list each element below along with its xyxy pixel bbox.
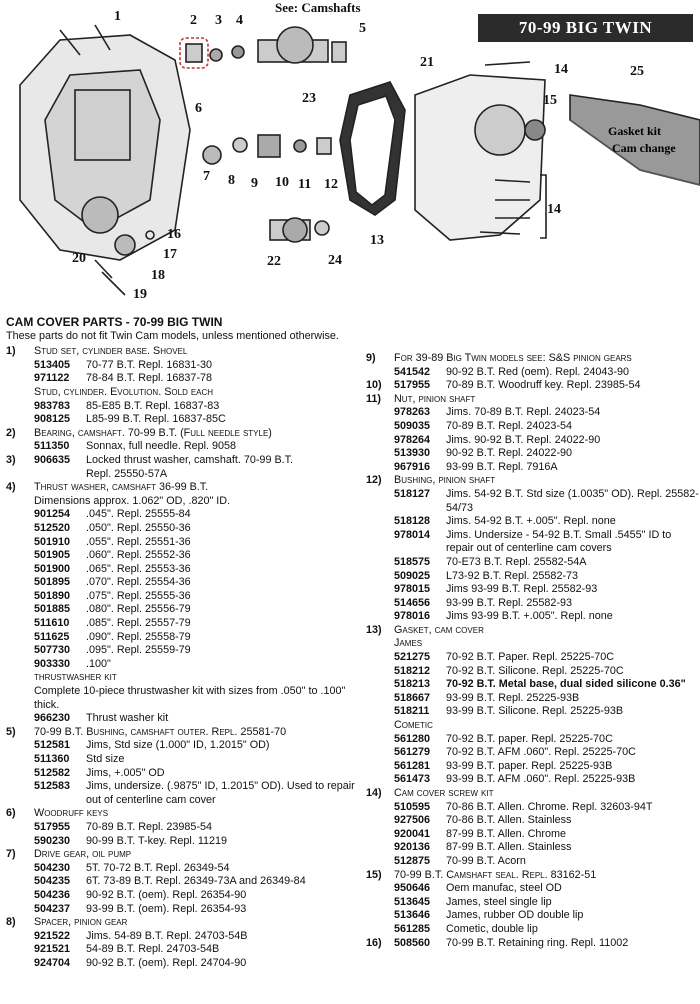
part-number: 927506 [394,814,431,827]
section-heading [6,427,356,441]
section-number: 6) [6,807,16,820]
part-number: 518575 [394,555,431,568]
section-number: 15) [366,868,382,881]
callout-number: 21 [420,55,434,70]
part-description: 70-77 B.T. Repl. 16831-30 [86,358,213,371]
left-column [6,312,356,971]
part-number [34,468,86,482]
part-description: 70-E73 B.T. Repl. 25582-54A [446,555,587,568]
part-description: 70-86 B.T. Allen. Chrome. Repl. 32603-94T [446,800,653,813]
part-description: 70-89 B.T. Woodruff key. Repl. 23985-54 [446,379,641,392]
part-description: 70-92 B.T. Paper. Repl. 25225-70C [446,651,615,664]
part-description: 93-99 B.T. Repl. 25582-93 [446,596,573,609]
part-description: Cometic, double lip [446,922,538,935]
callout-number: 23 [302,91,316,106]
part-description: Jims. 54-89 B.T. Repl. 24703-54B [86,929,248,942]
section-heading [6,726,356,740]
part-number: 978263 [394,406,431,419]
part-number: 561473 [394,773,431,786]
section-number: 4) [6,481,16,494]
part-number: 514656 [394,596,431,609]
subheading: thrustwasher kit [34,671,117,684]
section-number: 13) [366,623,382,636]
part-row [6,536,356,550]
part-row [6,468,356,482]
part-number: 512520 [34,521,71,534]
part-row [6,400,356,414]
part-number: 903330 [34,657,71,670]
part-row [366,841,700,855]
part-row [366,678,700,692]
section-number: 12) [366,474,382,487]
section-title: For 39-89 Big Twin models see: S&S pinion gears [394,352,632,364]
part-description: 85-E85 B.T. Repl. 16837-83 [86,399,220,412]
part-description: Std size [86,753,125,765]
callout-number: 15 [543,93,557,108]
section-heading [366,474,700,488]
part-number: 561281 [394,759,431,772]
part-number: 501885 [34,603,71,616]
section-heading [366,393,700,407]
part-row [6,930,356,944]
part-number: 967916 [394,460,431,473]
part-row [366,923,700,937]
cam-change-label: Cam change [612,141,676,155]
subheading: James [394,637,423,650]
part-number: 518213 [394,678,431,691]
part-row [6,549,356,563]
section-title: Thrust washer, camshaft 36-99 B.T. [34,481,209,494]
part-description: 87-99 B.T. Allen. Stainless [446,841,572,854]
section-heading [366,869,700,883]
part-number: 920136 [394,841,431,854]
part-description: .070". Repl. 25554-36 [86,576,191,589]
section-heading [366,787,700,801]
part-row [366,434,700,448]
part-description: Jims 93-99 B.T. Repl. 25582-93 [446,583,598,596]
part-description: L85-99 B.T. Repl. 16837-85C [86,413,226,426]
part-number: 509035 [394,419,431,432]
part-row [6,372,356,386]
part-description: .060". Repl. 25552-36 [86,549,191,562]
section-title: Woodruff keys [34,807,109,820]
callout-number: 25 [630,64,644,79]
part-number: 501905 [34,549,71,562]
part-number: 504237 [34,902,71,915]
section-title: Gasket, cam cover [394,623,484,636]
part-row [366,773,700,787]
part-row [366,705,700,719]
part-number: 901254 [34,508,71,521]
part-row [6,440,356,454]
part-number: 971122 [34,372,70,385]
part-description: .055". Repl. 25551-36 [86,535,191,548]
section-title: 70-99 B.T. Bushing, camshaft outer. Repl. 25581-70 [34,725,287,738]
part-row [366,515,700,529]
part-row [366,406,700,420]
page-title: CAM COVER PARTS - 70-99 BIG TWIN [6,315,223,329]
part-description: 78-84 B.T. Repl. 16837-78 [86,372,213,385]
part-number: 978015 [394,583,431,596]
part-row [6,617,356,631]
part-row [366,665,700,679]
part-description: 93-99 B.T. Silicone. Repl. 25225-93B [446,705,624,718]
part-description: Jims. Undersize - 54-92 B.T. Small .5455" ID to repair out of centerline cam covers [446,528,672,555]
section-title: Spacer, pinion gear [34,916,128,929]
part-description: .080". Repl. 25556-79 [86,603,191,616]
part-number: 978016 [394,610,431,623]
section-title: Drive gear, oil pump [34,848,132,861]
part-number: 978264 [394,433,431,446]
part-number: 518128 [394,515,431,528]
part-description: 90-92 B.T. (oem). Repl. 24704-90 [86,956,247,969]
section-title: Stud set, cylinder base. Shovel [34,345,188,358]
see-camshafts-label: See: Camshafts [275,0,361,15]
part-number: 517955 [34,820,71,833]
part-description: 70-92 B.T. Silicone. Repl. 25225-70C [446,664,624,677]
part-row [366,828,700,842]
callout-number: 11 [298,177,312,192]
model-banner: 70-99 BIG TWIN [478,14,693,42]
section-heading [6,807,356,821]
part-description: 70-89 B.T. Repl. 23985-54 [86,820,213,833]
part-description: L73-92 B.T. Repl. 25582-73 [446,569,579,582]
part-description: .085". Repl. 25557-79 [86,617,191,630]
part-row [366,692,700,706]
part-description: 5T. 70-72 B.T. Repl. 26349-54 [86,861,230,874]
intro-text: These parts do not fit Twin Cam models, unless mentioned otherwise. [6,329,339,342]
section-number: 7) [6,848,16,861]
part-row [366,882,700,896]
part-number: 521275 [394,651,431,664]
part-number: 507730 [34,644,71,657]
section-number: 11) [366,392,382,405]
part-row [366,583,700,597]
part-row [6,780,356,807]
part-description: .065". Repl. 25553-36 [86,562,191,575]
part-number: 518212 [394,664,431,677]
subheading: Cometic [394,719,433,732]
part-description: 93-99 B.T. Repl. 7916A [446,460,558,473]
part-row [6,753,356,767]
section-heading [6,345,356,359]
part-description: 90-92 B.T. Red (oem). Repl. 24043-90 [446,365,630,378]
part-row [6,712,356,726]
callout-number: 14 [547,202,561,217]
part-row [366,733,700,747]
part-number: 518127 [394,487,431,500]
part-row [6,835,356,849]
part-description: Jims. 70-89 B.T. Repl. 24023-54 [446,406,601,419]
part-description: Jims, Std size (1.000" ID, 1.2015" OD) [86,739,270,752]
part-row [6,658,356,672]
part-description: .045". Repl. 25555-84 [86,508,191,521]
section-number: 1) [6,345,16,358]
part-number: 513930 [394,447,431,460]
callout-number: 20 [72,251,86,266]
part-row [366,801,700,815]
part-description: Jims, +.005" OD [86,766,165,779]
part-row [366,610,700,624]
callout-number: 19 [133,287,147,302]
callout-number: 5 [359,21,366,36]
part-number: 504235 [34,875,71,888]
section-number: 3) [6,453,16,466]
section-number: 2) [6,426,16,439]
part-row [6,590,356,604]
section-title: Bearing, camshaft. 70-99 B.T. (Full needle style) [34,426,272,439]
callout-number: 13 [370,233,384,248]
part-number: 512583 [34,780,71,793]
part-number: 978014 [394,528,431,541]
part-row [6,903,356,917]
part-number: 509025 [394,569,431,582]
part-number: 518211 [394,705,430,718]
part-number: 518667 [394,691,431,704]
part-number: 921522 [34,929,71,942]
part-number: 590230 [34,834,71,847]
part-description: .090". Repl. 25558-79 [86,630,191,643]
part-number: 950646 [394,882,431,895]
part-row [6,603,356,617]
part-description: 70-92 B.T. paper. Repl. 25225-70C [446,732,613,745]
part-description: Sonnax, full needle. Repl. 9058 [86,440,237,453]
part-description: 90-92 B.T. (oem). Repl. 26354-90 [86,888,247,901]
part-number: 921521 [34,943,71,956]
right-column [366,352,700,950]
part-row [6,563,356,577]
part-row [6,889,356,903]
callout-number: 24 [328,253,342,268]
part-description: .095". Repl. 25559-79 [86,644,191,657]
part-description: 90-92 B.T. Repl. 24022-90 [446,447,573,460]
part-row [366,461,700,475]
part-description: James, rubber OD double lip [446,909,584,922]
callout-number: 3 [215,13,222,28]
part-row [366,488,700,515]
part-number: 504230 [34,861,71,874]
part-number: 513405 [34,358,71,371]
part-number: 510595 [394,800,431,813]
section-heading [366,937,700,951]
part-number: 511360 [34,753,70,765]
part-number: 501895 [34,576,71,589]
part-description: 93-99 B.T. paper. Repl. 25225-93B [446,759,613,772]
part-number: 501900 [34,562,71,575]
part-row [366,814,700,828]
part-number: 920041 [394,827,431,840]
part-row [6,522,356,536]
note-text: Dimensions approx. 1.062" OD, .820" ID. [34,494,231,507]
section-heading [366,379,700,393]
part-description: 90-99 B.T. T-key. Repl. 11219 [86,834,228,847]
part-row [6,644,356,658]
part-description: Jims 93-99 B.T. +.005". Repl. none [446,610,613,623]
part-description: 70-92 B.T. AFM .060". Repl. 25225-70C [446,746,636,759]
callout-number: 10 [275,175,289,190]
part-number: 501910 [34,535,71,548]
callout-number: 9 [251,176,258,191]
part-description: .100" [86,657,111,670]
part-number: 561280 [394,732,431,745]
part-row [6,943,356,957]
callout-number: 6 [195,101,202,116]
part-number: 511610 [34,617,70,630]
part-row [366,746,700,760]
section-heading [6,848,356,862]
part-row [366,529,700,556]
section-number: 9) [366,352,376,364]
part-row [366,420,700,434]
part-description: 87-99 B.T. Allen. Chrome [446,827,567,840]
part-description: James, steel single lip [446,895,552,908]
section-number: 8) [6,916,16,929]
part-description: Oem manufac, steel OD [446,882,562,895]
part-row [6,957,356,971]
part-description: Repl. 25550-57A [86,467,168,480]
part-number: 906635 [34,453,71,466]
part-number: 924704 [34,956,71,969]
section-number: 16) [366,936,382,949]
section-heading [6,454,356,468]
part-row [366,651,700,665]
part-description: Jims. 54-92 B.T. +.005". Repl. none [446,515,616,528]
part-number: 983783 [34,399,71,412]
part-row [366,447,700,461]
parts-drawing [0,0,700,312]
part-number: 511350 [34,440,70,453]
part-number: 908125 [34,413,71,426]
part-row [366,760,700,774]
part-description: 93-99 B.T. Repl. 25225-93B [446,691,580,704]
part-row [6,739,356,753]
part-row [6,631,356,645]
part-description: Jims, undersize. (.9875" ID, 1.2015" OD). Used to repair out of centerline cam cover [86,780,355,806]
part-description: 70-99 B.T. Acorn [446,854,526,867]
part-description: 6T. 73-89 B.T. Repl. 26349-73A and 26349-84 [86,875,306,888]
callout-number: 18 [151,268,165,283]
part-row [6,413,356,427]
callout-number: 12 [324,177,338,192]
part-number: 517955 [394,379,431,392]
part-description: 54-89 B.T. Repl. 24703-54B [86,943,220,956]
gasket-kit-label: Gasket kit [608,124,662,138]
callout-number: 7 [203,169,210,184]
part-description: 70-99 B.T. Retaining ring. Repl. 11002 [446,936,629,949]
part-number: 561279 [394,746,431,759]
section-heading [366,624,700,638]
callout-number: 8 [228,173,235,188]
section-number: 5) [6,725,16,738]
callout-number: 2 [190,13,197,28]
section-title: Nut, pinion shaft [394,392,476,405]
part-row [6,359,356,373]
note-text: Complete 10-piece thrustwasher kit with sizes from .050" to .100" thick. [34,685,346,711]
part-number: 513646 [394,909,431,922]
part-row [366,896,700,910]
part-description: .075". Repl. 25555-36 [86,589,191,602]
part-row [366,556,700,570]
part-row [366,366,700,380]
part-row [366,597,700,611]
part-description: Jims. 90-92 B.T. Repl. 24022-90 [446,433,601,446]
part-number: 511625 [34,630,70,643]
part-number: 512875 [394,854,431,867]
part-row [6,862,356,876]
part-description: 70-86 B.T. Allen. Stainless [446,814,572,827]
part-number: 513645 [394,895,431,908]
part-number: 966230 [34,712,71,725]
callout-number: 22 [267,254,281,269]
part-row [366,855,700,869]
part-number: 501890 [34,589,71,602]
part-description: 93-99 B.T. AFM .060". Repl. 25225-93B [446,773,636,786]
section-heading [6,916,356,930]
section-title: Bushing, pinion shaft [394,474,496,487]
part-row [6,576,356,590]
parts-list [0,312,700,1004]
part-number: 561285 [394,922,431,935]
part-description: .050". Repl. 25550-36 [86,521,191,534]
part-description: Thrust washer kit [86,712,169,725]
callout-number: 4 [236,13,243,28]
part-description: Jims. 54-92 B.T. Std size (1.0035" OD). Repl. 25582-54/73 [446,487,699,514]
section-number: 14) [366,787,382,799]
section-title: Cam cover screw kit [394,787,494,799]
section-number: 10) [366,379,382,392]
subheading: Stud, cylinder. Evolution. Sold each [34,385,214,398]
callout-number: 16 [167,227,181,242]
part-row [366,909,700,923]
part-row [6,767,356,781]
callout-number: 1 [114,9,121,24]
part-number: 512582 [34,766,71,779]
part-number: 504236 [34,888,71,901]
part-description: 70-89 B.T. Repl. 24023-54 [446,419,573,432]
section-title: 70-99 B.T. Camshaft seal. Repl. 83162-51 [394,868,597,881]
part-row [6,821,356,835]
part-number: 541542 [394,365,431,378]
callout-number: 14 [554,62,568,77]
part-description: 93-99 B.T. (oem). Repl. 26354-93 [86,902,247,915]
exploded-parts-diagram [0,0,700,312]
part-number: 512581 [34,739,71,752]
section-heading [366,352,700,366]
part-row [366,570,700,584]
part-description: Locked thrust washer, camshaft. 70-99 B.T. [86,453,294,466]
part-row [6,875,356,889]
part-row [6,508,356,522]
callout-number: 17 [163,247,177,262]
part-number: 508560 [394,936,431,949]
section-heading [6,481,356,495]
part-description: 70-92 B.T. Metal base, dual sided silicone 0.36" [446,678,686,691]
